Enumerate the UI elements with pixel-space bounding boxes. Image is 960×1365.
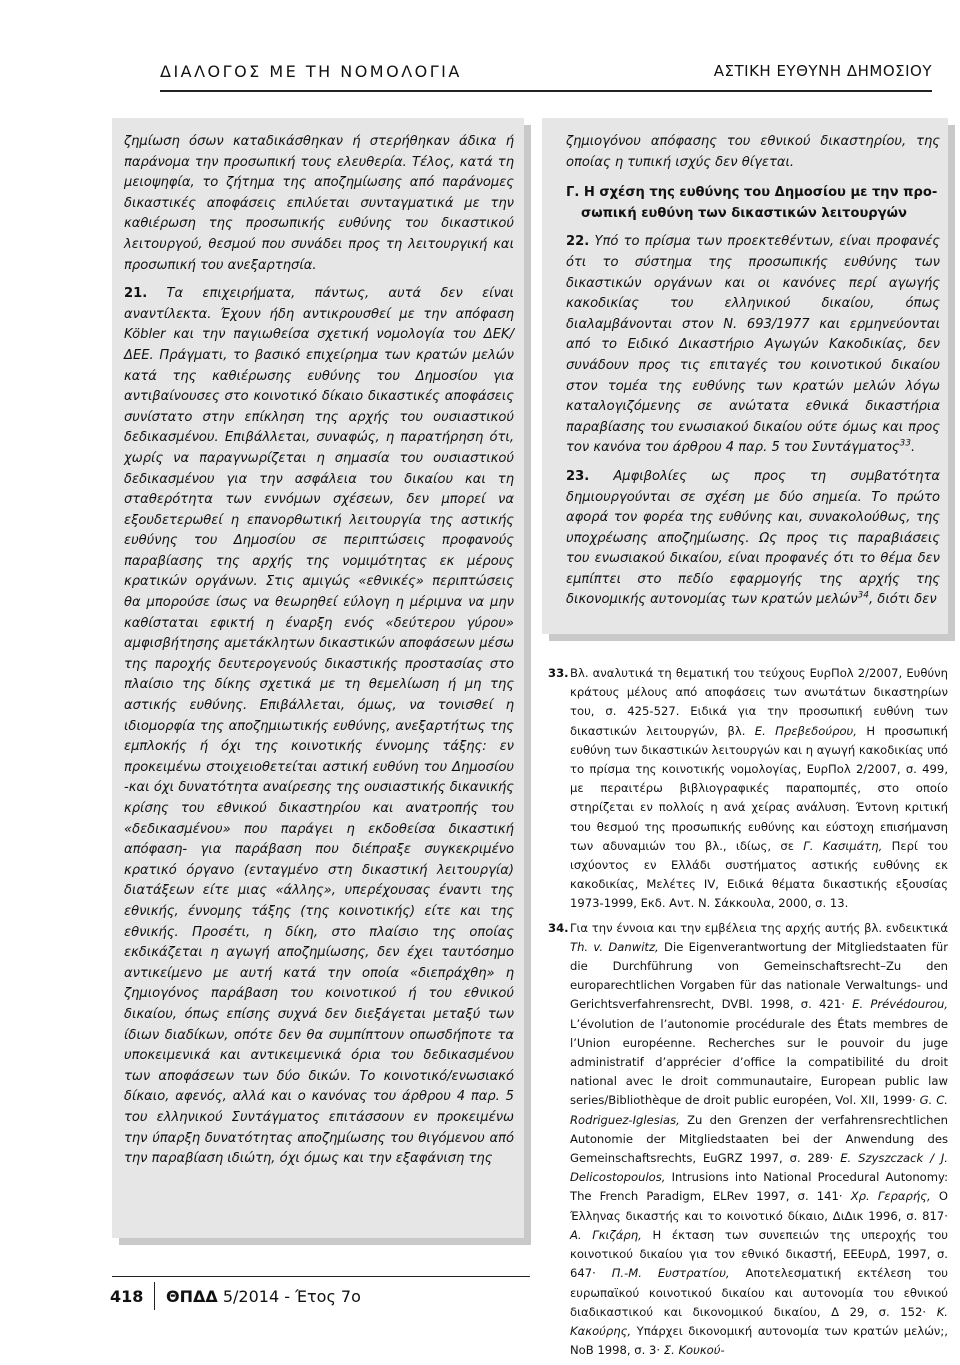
author-name: E. Prévédourou,	[852, 997, 948, 1012]
paragraph-text: Υπό το πρίσμα των προεκτεθέντων, είναι προφανές ότι το σύστημα της προσωπικής ευθύνης των δικαστικών οργάνων και οι κανόνες περί αγωγής κακοδικίας του ελληνικού δικαίου, όπως διαλαμβάνονται στον Ν. 693/1977 και ερμηνεύονται από το Ειδικό Δικαστήριο Αγωγών Κακοδικίας, δεν συνάδουν προς τις επιταγές του κοινοτικού δικαίου στον τομέα της ευθύνης των κρατών μελών λόγω καταλογιζόμενης σε ανώτατα εθνικά δικαστήρια παραβίασης του ενωσιακού δικαίου ούτε όμως και προς τον κανόνα του άρθρου 4 παρ. 5 του Συντάγματος	[566, 234, 940, 456]
section-title: ΔΙΑΛΟΓΟΣ ΜΕ ΤΗ ΝΟΜΟΛΟΓΙΑ	[160, 62, 462, 81]
author-name: G. C. Rodriguez-Iglesias,	[570, 1093, 948, 1127]
journal-abbreviation: ΘΠΔΔ	[166, 1287, 218, 1306]
paragraph-text: Αμφιβολίες ως προς τη συμβατότητα δημιουργούνται σε σχέση με δύο σημεία. Το πρώτο αφορά τον φορέα της ευθύνης και, συνακολούθως, της υποχρέωσης αποζημίωσης. Ως προς τις παραβιάσεις του ενωσιακού δικαίου, είναι προφανές ότι το θέμα δεν εμπίπτει στο πεδίο εφαρμογής της αρχής της δικονομικής αυτονομίας των κρατών μελών	[566, 468, 940, 608]
paragraph-text: Τα επιχειρήματα, πάντως, αυτά δεν είναι αναντίλεκτα. Έχουν ήδη αντικρουσθεί με την απόφαση Köbler και την παγιωθείσα σχετική νομολογία του ΔΕΚ/ΔΕΕ. Πράγματι, το βασικό επιχείρημα των κρατών μελών κατά της καθιέρωσης ευθύνης του Δημοσίου για αντιβαίνουσες στο κοινοτικό δίκαιο δικαστικές αποφάσεις συνίστατο στην επίκληση της αρχής του ουσιαστικού δεδικασμένου. Επιβάλλεται, συναφώς, η παρατήρηση ότι, χωρίς να παραγνωρίζεται η σημασία του ουσιαστικού δεδικασμένου για την ασφάλεια του δικαίου και τη σταθερότητα των εννόμων σχέσεων, δεν μπορεί να εξουδετερωθεί η επανορθωτική λειτουργία της αστικής ευθύνης του Δημοσίου σε περιπτώσεις προφανούς παραβίασης της αρχής της νομιμότητας εκ μέρους κρατικών οργάνων. Στις αμιγώς «εθνικές» περιπτώσεις θα μπορούσε ίσως να θεωρηθεί εύλογη η μέριμνα να μην καθίσταται εφικτή η έναρξη ενός «δεύτερου γύρου» αμφισβήτησης αμετάκλητων δικαστικών αποφάσεων μέσω της παροχής δευτερογενούς δικαστικής προστασίας στο πλαίσιο της δίκης σχετικά με τη θεμελίωση ή μη της αστικής ευθύνης. Επιβάλλεται, όμως, να τονισθεί η ιδιομορφία της αποζημιωτικής ευθύνης, ανεξαρτήτως της εμπλοκής ή όχι της κοινοτικής έννομης τάξης: εν προκειμένω στοιχειοθετείται αστική ευθύνη του Δημοσίου -και όχι δυνατότητα αναίρεσης της ουσιαστικής δικανικής κρίσης του εθνικού δικαστηρίου και ανατροπής του «δεδικασμένου» που παράγει η εκδοθείσα δικαστική απόφαση- για παράβαση που διέπραξε συγκεκριμένο κρατικό όργανο (ενταγμένο στη δικαστική λειτουργία) διατάξεων είτε μιας «άλλης», υπερέχουσας έναντι της εθνικής, έννομης τάξης (της κοινοτικής) είτε και της εθνικής. Προσέτι, η δίκη, στο πλαίσιο της οποίας εκδικάζεται η αγωγή αποζημίωσης, δεν έχει ταυτόσημο αντικείμενο με αυτή κατά την οποία «διεπράχθη» η ζημιογόνος παράβαση του κοινοτικού ή του εθνικού δικαίου, όπως επίσης συχνά δεν διεξάγεται μεταξύ των ίδιων διαδίκων, οπότε δεν θα συμπίπτουν οπωσδήποτε τα υποκειμενικά και αντικειμενικά όρια του δεδικασμένου των αποφάσεων των δύο δικών. Το κοινοτικό/ενωσιακό δίκαιο, αφενός, αλλά και ο κανόνας του άρθρου 4 παρ. 5 του ελληνικού Συντάγματος επιτάσσουν εν προκειμένω την ύπαρξη δυνατότητας αποζημίωσης του θιγόμενου από την παραβίαση ιδιώτη, όχι όμως και την εξαφάνιση της	[124, 286, 514, 1167]
author-name: Κ. Κακούρης,	[570, 1304, 948, 1338]
right-column	[542, 118, 948, 634]
running-header	[160, 62, 932, 88]
footnote-text: Υπάρχει δικονομική αυτονομία των κρατών μελών;, ΝοΒ 1998, σ. 3·	[570, 1323, 948, 1358]
footnote-ref[interactable]: 34	[857, 591, 869, 602]
footnote-text: Για την έννοια και την εμβέλεια της αρχής αυτής βλ. ενδεικτικά	[570, 920, 948, 935]
footnote-number: 33.	[548, 666, 569, 680]
footnote-ref[interactable]: 33	[899, 438, 911, 449]
footer-divider	[112, 1276, 530, 1277]
paragraph-number: 21.	[124, 286, 148, 302]
footnote-text: Αποτελεσματική εκτέλεση του ευρωπαϊκού κοινοτικού δικαίου και αυτονομία του εθνικού διαδικαστικού και δικονομικού δικαίου, Δ 29, σ. 152·	[570, 1266, 948, 1319]
paragraph-end: , διότι δεν	[868, 592, 937, 608]
footnote-text: Βλ. αναλυτικά τη θεματική του τεύχους ΕυρΠολ 2/2007, Ευθύνη κράτους μέλους από αποφάσεις των ανωτάτων δικαστηρίων του, σ. 425-527. Ειδικά για την προσωπική ευθύνη των δικαστικών λειτουργών, βλ.	[570, 666, 948, 738]
header-divider	[160, 90, 932, 92]
author-name: Γ. Κασιμάτη,	[803, 838, 883, 853]
footnote	[548, 919, 948, 1361]
author-name: Σ. Κουκού-	[663, 1343, 725, 1358]
author-name: Π.-Μ. Ευστρατίου,	[611, 1266, 730, 1281]
journal-citation	[166, 1287, 361, 1306]
author-name: Ε. Πρεβεδούρου,	[754, 723, 857, 738]
page-number: 418	[110, 1287, 144, 1306]
footnote-text: L’évolution de l’autonomie procédurale des États membres de l’Union européenne. Recherches sur le pouvoir du juge administratif d’apprécier d’office la compatibilité du droit national avec le droit communautaire, European public law series/Bibliothèque de droit public européen, Vol. XII, 1999·	[570, 1016, 948, 1108]
journal-issue: 5/2014 - Έτος 7ο	[217, 1287, 361, 1306]
footnote-text: Η προσωπική ευθύνη των δικαστικών λειτουργών και η αγωγή κακοδικίας υπό το πρίσμα της κοινοτικής νομολογίας, ΕυρΠολ 2/2007, σ. 499, με περαιτέρω βιβλιογραφικές παραπομπές, στο οποίο στηρίζεται εν πολλοίς η ανά χείρας ανάλυση. Έντονη κριτική του θεσμού της προσωπικής ευθύνης και εύστοχη επισήμανση των αδυναμιών του βλ., ιδίως, σε	[570, 723, 948, 853]
footer-separator	[154, 1282, 155, 1310]
author-name: Th. v. Danwitz,	[570, 939, 659, 954]
footnote-text: Ο Έλληνας δικαστής και το κοινοτικό δίκαιο, ΔιΔικ 1996, σ. 817·	[570, 1189, 949, 1223]
paragraph-number: 23.	[566, 468, 590, 484]
footnote-text: Περί του ισχύοντος εν Ελλάδι συστήματος αστικής ευθύνης εκ κακοδικίας, Μελέτες IV, Ειδικά θέματα δικαστικής εξουσίας 1973-1999, Εκδ. Αντ. Ν. Σάκκουλα, 2000, σ. 13.	[570, 838, 948, 911]
footnote	[548, 664, 948, 914]
author-name: Α. Γκιζάρη,	[570, 1227, 642, 1242]
paragraph-23	[566, 467, 940, 611]
footnote-text: Intrusions into National Procedural Autonomy: The French Paradigm, ELRev 1997, σ. 141·	[570, 1170, 948, 1204]
section-heading-line: Γ. Η σχέση της ευθύνης του Δημοσίου με την προ-	[566, 185, 938, 201]
paragraph-number: 22.	[566, 234, 590, 250]
section-heading-line: σωπική ευθύνη των δικαστικών λειτουργών	[581, 205, 907, 221]
footnote-text: Die Eigenverantwortung der Mitgliedstaaten für die Durchführung von Gemeinschaftsrecht–Zu den europarechtlichen Vorgaben für das nationale Verwaltungs- und Gerichtsverfahrensrecht, DVBl. 1998, σ. 421·	[570, 939, 948, 1012]
paragraph-end: .	[911, 440, 916, 456]
author-name: E. Szyszczack / J. Delicostopoulos,	[570, 1151, 948, 1185]
intro-paragraph: ζημίωση όσων καταδικάσθηκαν ή στερήθηκαν άδικα ή παράνομα την προσωπική τους ελευθερία. Τέλος, κατά τη μειοψηφία, το ζήτημα της αποζημίωσης από παράνομες δικαστικές αποφάσεις επιλύεται συνταγματικά με την καθιέρωση της προσωπικής ευθύνης του δικαστικού λειτουργού, θεσμού που συνάδει προς τη λειτουργική και προσωπική του ανεξαρτησία.	[124, 134, 514, 273]
left-column	[112, 118, 524, 1238]
section-heading	[566, 183, 940, 224]
paragraph-21	[124, 284, 514, 1170]
footnotes	[548, 664, 948, 1365]
footnote-number: 34.	[548, 920, 569, 935]
author-name: Χρ. Γεραρής,	[850, 1189, 931, 1204]
paragraph-22	[566, 232, 940, 459]
footnote-text: Η έκταση των συνεπειών της υπεροχής του κοινοτικού δικαίου για τον εθνικό δικαστή, ΕΕΕυρΔ, 1997, σ. 647·	[570, 1227, 948, 1281]
footnote-text: Zu den Grenzen der verfahrensrechtlichen Autonomie der Mitgliedstaaten bei der Anwendung des Gemeinschaftsrechts, EuGRZ 1997, σ. 289·	[570, 1112, 948, 1166]
intro-paragraph: ζημιογόνου απόφασης του εθνικού δικαστηρίου, της οποίας η τυπική ισχύς δεν θίγεται.	[566, 134, 940, 170]
topic-title: ΑΣΤΙΚΗ ΕΥΘΥΝΗ ΔΗΜΟΣΙΟΥ	[713, 62, 932, 80]
